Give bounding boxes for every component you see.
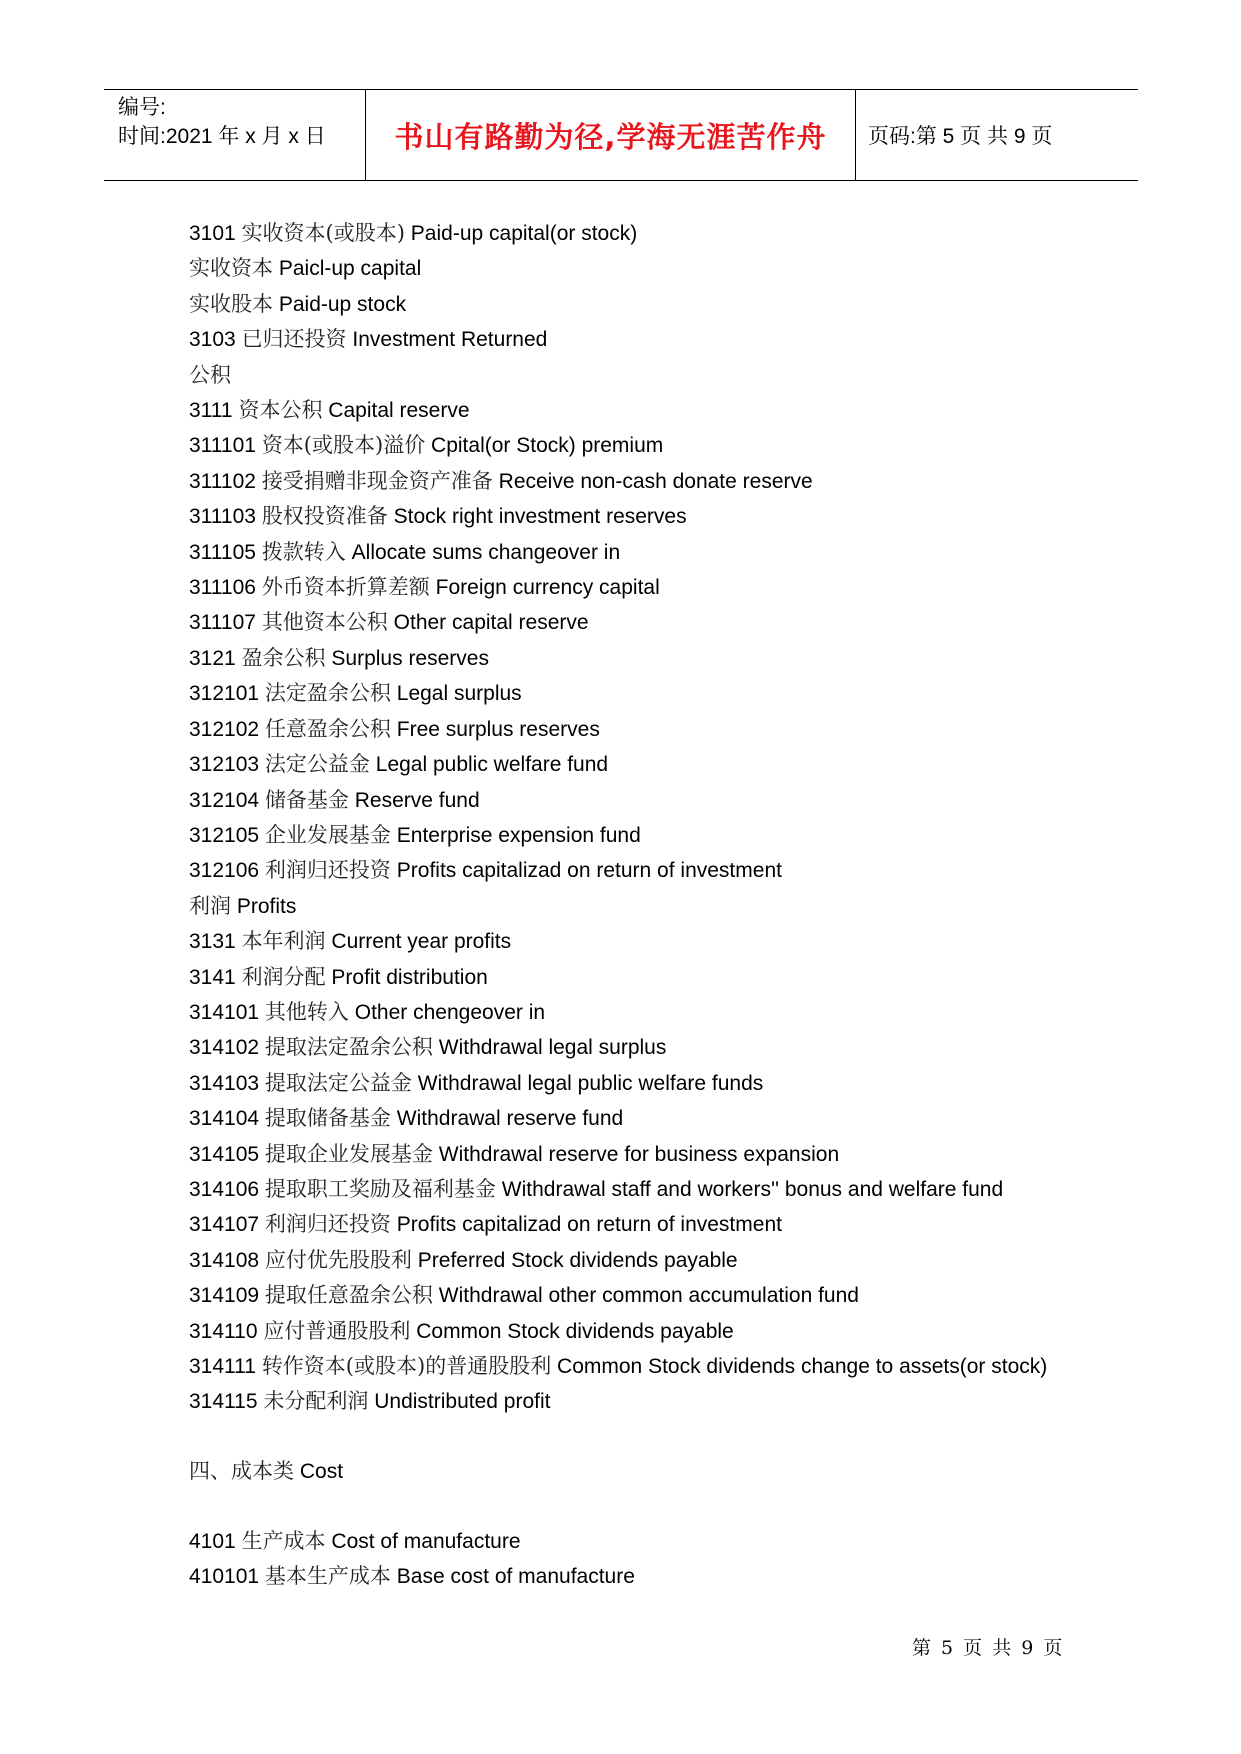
page-header — [104, 89, 1138, 181]
page-footer: 第 5 页 共 9 页 — [912, 1637, 1065, 1659]
account-code: 3111 — [189, 399, 233, 423]
account-list — [189, 216, 1069, 1595]
account-name-en: Preferred Stock dividends payable — [417, 1248, 738, 1272]
account-name-cn: 生产成本 — [241, 1529, 326, 1553]
account-code: 311101 — [189, 434, 256, 458]
account-line — [189, 1278, 1069, 1313]
account-line — [189, 1101, 1069, 1136]
account-name-en: Withdrawal staff and workers'' bonus and welfare fund — [501, 1177, 1004, 1201]
blank-line — [189, 1490, 1069, 1524]
account-line — [189, 1314, 1069, 1349]
account-name-cn: 法定公益金 — [264, 752, 370, 777]
account-name-cn: 任意盈余公积 — [264, 716, 391, 741]
account-code: 312104 — [189, 788, 260, 812]
account-code: 314101 — [189, 1000, 260, 1024]
account-line — [189, 358, 1069, 393]
account-name-cn: 外币资本折算差额 — [261, 575, 430, 600]
account-name-en: Enterprise expension fund — [396, 823, 641, 847]
account-name-cn: 利润归还投资 — [264, 858, 391, 883]
account-name-cn: 应付优先股股利 — [264, 1247, 412, 1272]
account-name-cn: 提取法定盈余公积 — [264, 1035, 433, 1060]
account-name-en: Cpital(or Stock) premium — [431, 434, 664, 458]
account-name-en: Cost — [299, 1460, 344, 1484]
account-line — [189, 783, 1069, 818]
account-code: 314109 — [189, 1284, 260, 1308]
account-name-en: Free surplus reserves — [396, 717, 600, 741]
account-code: 314111 — [189, 1355, 256, 1378]
account-name-cn: 提取储备基金 — [264, 1106, 391, 1131]
account-name-en: Cost of manufacture — [331, 1530, 521, 1553]
account-code: 311106 — [189, 576, 256, 600]
account-name-en: Common Stock dividends payable — [416, 1319, 734, 1343]
account-line — [189, 428, 1069, 463]
account-code: 314108 — [189, 1248, 260, 1272]
account-name-cn: 资本(或股本)溢价 — [261, 433, 426, 458]
account-name-cn: 提取职工奖励及福利基金 — [264, 1176, 496, 1201]
account-line — [189, 1524, 1069, 1559]
account-code: 311103 — [189, 505, 256, 529]
account-code: 314102 — [189, 1036, 260, 1060]
account-line — [189, 747, 1069, 782]
account-name-en: Legal public welfare fund — [375, 753, 609, 777]
account-code: 3121 — [189, 646, 236, 670]
account-line — [189, 818, 1069, 853]
document-time-label: 时间:2021 年 x 月 x 日 — [118, 125, 326, 148]
account-code: 4101 — [189, 1530, 236, 1553]
account-code: 312103 — [189, 753, 260, 777]
account-line — [189, 1066, 1069, 1101]
account-name-cn: 提取企业发展基金 — [264, 1141, 433, 1166]
account-code: 311107 — [189, 611, 256, 635]
account-code: 410101 — [189, 1565, 260, 1589]
account-line — [189, 1384, 1069, 1419]
account-code: 312105 — [189, 823, 260, 847]
account-name-en: Surplus reserves — [331, 646, 489, 670]
account-line — [189, 393, 1069, 428]
account-code: 311105 — [189, 540, 256, 564]
account-name-en: Withdrawal legal public welfare funds — [417, 1071, 764, 1095]
account-name-cn: 公积 — [189, 362, 231, 387]
account-line — [189, 712, 1069, 747]
account-line — [189, 535, 1069, 570]
account-name-cn: 四、成本类 — [189, 1459, 294, 1484]
account-code: 314106 — [189, 1177, 260, 1201]
account-name-en: Reserve fund — [354, 788, 480, 812]
account-line — [189, 287, 1069, 322]
document-number-label: 编号: — [118, 96, 166, 119]
account-name-en: Receive non-cash donate reserve — [498, 469, 813, 493]
account-name-en: Allocate sums changeover in — [351, 540, 621, 564]
header-motto: 书山有路勤为径,学海无涯苦作舟 — [366, 90, 856, 180]
account-name-en: Withdrawal reserve fund — [396, 1107, 624, 1131]
account-name-en: Paicl-up capital — [278, 257, 422, 281]
account-name-en: Withdrawal legal surplus — [438, 1036, 667, 1060]
account-name-cn: 提取任意盈余公积 — [264, 1283, 433, 1308]
account-name-cn: 已归还投资 — [241, 327, 347, 352]
account-name-en: Undistributed profit — [374, 1390, 551, 1414]
account-name-en: Foreign currency capital — [435, 576, 660, 600]
account-name-en: Profits capitalizad on return of investment — [396, 1213, 782, 1237]
account-line — [189, 251, 1069, 286]
header-page-label: 页码:第 5 页 共 9 页 — [868, 125, 1053, 148]
account-line — [189, 995, 1069, 1030]
account-code: 3103 — [189, 328, 236, 352]
account-name-cn: 储备基金 — [264, 787, 349, 812]
account-name-en: Profits capitalizad on return of investment — [396, 859, 782, 883]
account-name-cn: 股权投资准备 — [261, 504, 388, 529]
account-name-cn: 企业发展基金 — [264, 822, 391, 847]
account-line — [189, 1172, 1069, 1207]
account-line — [189, 1559, 1069, 1594]
account-name-cn: 应付普通股股利 — [263, 1318, 411, 1343]
account-name-cn: 利润分配 — [241, 964, 326, 989]
account-name-cn: 法定盈余公积 — [264, 681, 391, 706]
account-line — [189, 1243, 1069, 1278]
account-line — [189, 1349, 1069, 1384]
account-line — [189, 464, 1069, 499]
account-name-cn: 接受捐赠非现金资产准备 — [261, 468, 493, 493]
account-name-cn: 实收资本 — [189, 256, 273, 281]
account-code: 314103 — [189, 1071, 260, 1095]
account-name-en: Capital reserve — [328, 399, 470, 423]
account-name-cn: 实收资本(或股本) — [241, 221, 405, 245]
account-line — [189, 960, 1069, 995]
account-line — [189, 1137, 1069, 1172]
account-line — [189, 605, 1069, 640]
account-code: 314110 — [189, 1319, 258, 1343]
account-name-cn: 实收股本 — [189, 291, 273, 316]
account-line — [189, 570, 1069, 605]
blank-line — [189, 1420, 1069, 1454]
account-code: 314105 — [189, 1142, 260, 1166]
account-name-en: Profit distribution — [331, 965, 488, 989]
account-name-cn: 转作资本(或股本)的普通股股利 — [261, 1354, 552, 1378]
account-line — [189, 853, 1069, 888]
account-code: 314107 — [189, 1213, 260, 1237]
account-name-cn: 资本公积 — [238, 398, 323, 423]
account-name-cn: 利润 — [189, 893, 231, 918]
account-name-en: Other chengeover in — [354, 1000, 546, 1024]
account-name-cn: 利润归还投资 — [264, 1212, 391, 1237]
account-name-cn: 拨款转入 — [261, 539, 346, 564]
account-line — [189, 499, 1069, 534]
account-name-cn: 基本生产成本 — [264, 1564, 391, 1589]
account-name-en: Profits — [236, 894, 297, 918]
account-name-cn: 盈余公积 — [241, 645, 326, 670]
account-name-en: Base cost of manufacture — [396, 1565, 635, 1589]
account-name-cn: 提取法定公益金 — [264, 1070, 412, 1095]
account-line — [189, 641, 1069, 676]
account-code: 311102 — [189, 469, 256, 493]
account-code: 312106 — [189, 859, 260, 883]
account-code: 312102 — [189, 717, 260, 741]
account-line — [189, 1030, 1069, 1065]
account-name-en: Investment Returned — [352, 328, 548, 352]
account-code: 314115 — [189, 1390, 258, 1414]
account-line — [189, 889, 1069, 924]
account-line — [189, 676, 1069, 711]
account-name-en: Current year profits — [331, 930, 512, 954]
account-code: 3141 — [189, 965, 236, 989]
account-code: 3101 — [189, 222, 236, 245]
account-name-cn: 其他转入 — [264, 999, 349, 1024]
account-name-en: Stock right investment reserves — [393, 505, 687, 529]
account-code: 3131 — [189, 930, 236, 954]
account-name-en: Paid-up capital(or stock) — [410, 222, 638, 245]
account-line — [189, 1207, 1069, 1242]
account-name-en: Withdrawal other common accumulation fund — [438, 1284, 859, 1308]
account-name-en: Common Stock dividends change to assets(or stock) — [557, 1355, 1048, 1378]
account-code: 314104 — [189, 1107, 260, 1131]
account-name-en: Other capital reserve — [393, 611, 589, 635]
account-line — [189, 216, 1069, 251]
account-name-cn: 其他资本公积 — [261, 610, 388, 635]
account-name-en: Legal surplus — [396, 682, 522, 706]
account-line — [189, 322, 1069, 357]
account-line — [189, 924, 1069, 959]
account-name-cn: 未分配利润 — [263, 1389, 369, 1414]
account-code: 312101 — [189, 682, 260, 706]
account-name-en: Withdrawal reserve for business expansion — [438, 1142, 840, 1166]
account-name-en: Paid-up stock — [278, 292, 407, 316]
header-meta — [104, 90, 366, 180]
account-line — [189, 1454, 1069, 1489]
account-name-cn: 本年利润 — [241, 929, 326, 954]
